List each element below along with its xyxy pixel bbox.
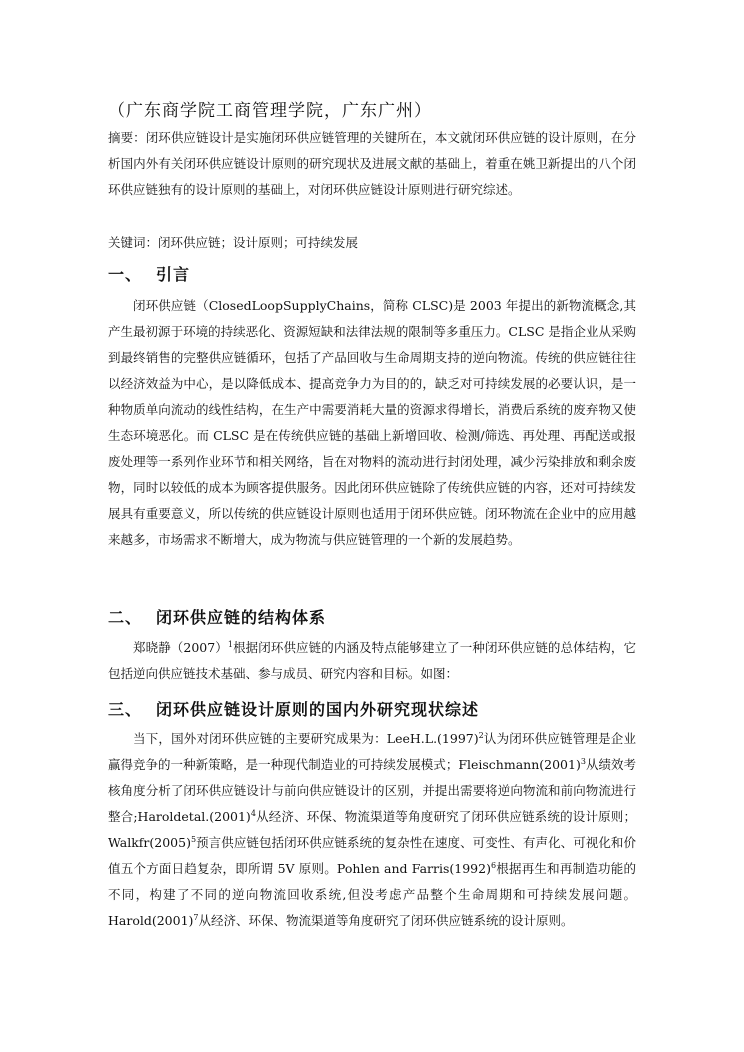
citation-marker: 1 [227,639,233,649]
section-3-paragraph [108,726,636,934]
abstract: 摘要：闭环供应链设计是实施闭环供应链管理的关键所在，本文就闭环供应链的设计原则，在分析国内外有关闭环供应链设计原则的研究现状及进展文献的基础上，着重在姚卫新提出的八个闭环供应链独有的设计原则的基础上，对闭环供应链设计原则进行研究综述。 [108,130,636,197]
paragraph-text: 根据闭环供应链的内涵及特点能够建立了一种闭环供应链的总体结构，它包括逆向供应链技术基础、参与成员、研究内容和目标。如图： [108,640,636,681]
citation-marker: 3 [580,756,586,766]
section-heading-1 [108,262,190,285]
citation-marker: 2 [478,730,484,740]
paragraph-text: 预言供应链包括闭环供应链系统的复杂性在速度、可变性、有声化、可视化和价值五个方面日趋复杂，即所谓 5V 原则。Pohlen and Farris(1992) [108,835,636,876]
citation-marker: 7 [193,912,199,922]
section-2-paragraph [108,635,636,687]
paragraph-text: 从绩效考核角度分析了闭环供应链设计与前向供应链设计的区别，并提出需要将逆向物流和前向物流进行整合;Haroldetal.(2001) [108,757,636,824]
section-title: 引言 [156,265,191,284]
section-number: 二、 [108,608,143,627]
paragraph-text: 从经济、环保、物流渠道等角度研究了闭环供应链系统的设计原则。 [198,913,574,928]
section-1-paragraph: 闭环供应链（ClosedLoopSupplyChains，简称 CLSC)是 2003 年提出的新物流概念,其产生最初源于环境的持续恶化、资源短缺和法律法规的限制等多重压力。CLSC 是指企业从采购到最终销售的完整供应链循环，包括了产品回收与生命周期支持的逆向物流。传统的供应链往往以经济效益为中心，是以降低成本、提高竞争力为目的的，缺乏对可持续发展的必要认识，是一种物质单向流动的线性结构，在生产中需要消耗大量的资源求得增长，消费后系统的废弃物又使生态环境恶化。而 CLSC 是在传统供应链的基础上新增回收、检测/筛选、再处理、再配送或报废处理等一系列作业环节和相关网络，旨在对物料的流动进行封闭处理，减少污染排放和剩余废物，同时以较低的成本为顾客提供服务。因此闭环供应链除了传统供应链的内容，还对可持续发展具有重要意义，所以传统的供应链设计原则也适用于闭环供应链。闭环物流在企业中的应用越来越多，市场需求不断增大，成为物流与供应链管理的一个新的发展趋势。 [108,298,636,547]
section-title: 闭环供应链的结构体系 [156,608,327,627]
section-number: 一、 [108,265,143,284]
paragraph-text: 郑晓静（2007） [133,640,228,655]
section-number: 三、 [108,700,143,719]
section-heading-2 [108,605,326,628]
paragraph-text: 认为闭环供应链管理是企业赢得竞争的一种新策略，是一种现代制造业的可持续发展模式；Fleischmann(2001) [108,731,636,772]
citation-marker: 4 [250,808,256,818]
citation-marker: 6 [490,860,497,870]
paragraph-text: 根据再生和再制造功能的不同，构建了不同的逆向物流回收系统,但没考虑产品整个生命周期和可持续发展问题。Harold(2001) [108,861,636,928]
section-heading-3 [108,697,479,720]
section-title: 闭环供应链设计原则的国内外研究现状综述 [156,700,480,719]
keywords: 关键词：闭环供应链；设计原则；可持续发展 [108,235,359,250]
paragraph-text: 当下，国外对闭环供应链的主要研究成果为：LeeH.L.(1997) [133,731,479,746]
author-affiliation: （广东商学院工商管理学院，广东广州） [108,101,432,121]
paragraph-text: 从经济、环保、物流渠道等角度研究了闭环供应链系统的设计原则；Walkfr(2005) [108,809,636,850]
citation-marker: 5 [190,834,197,844]
